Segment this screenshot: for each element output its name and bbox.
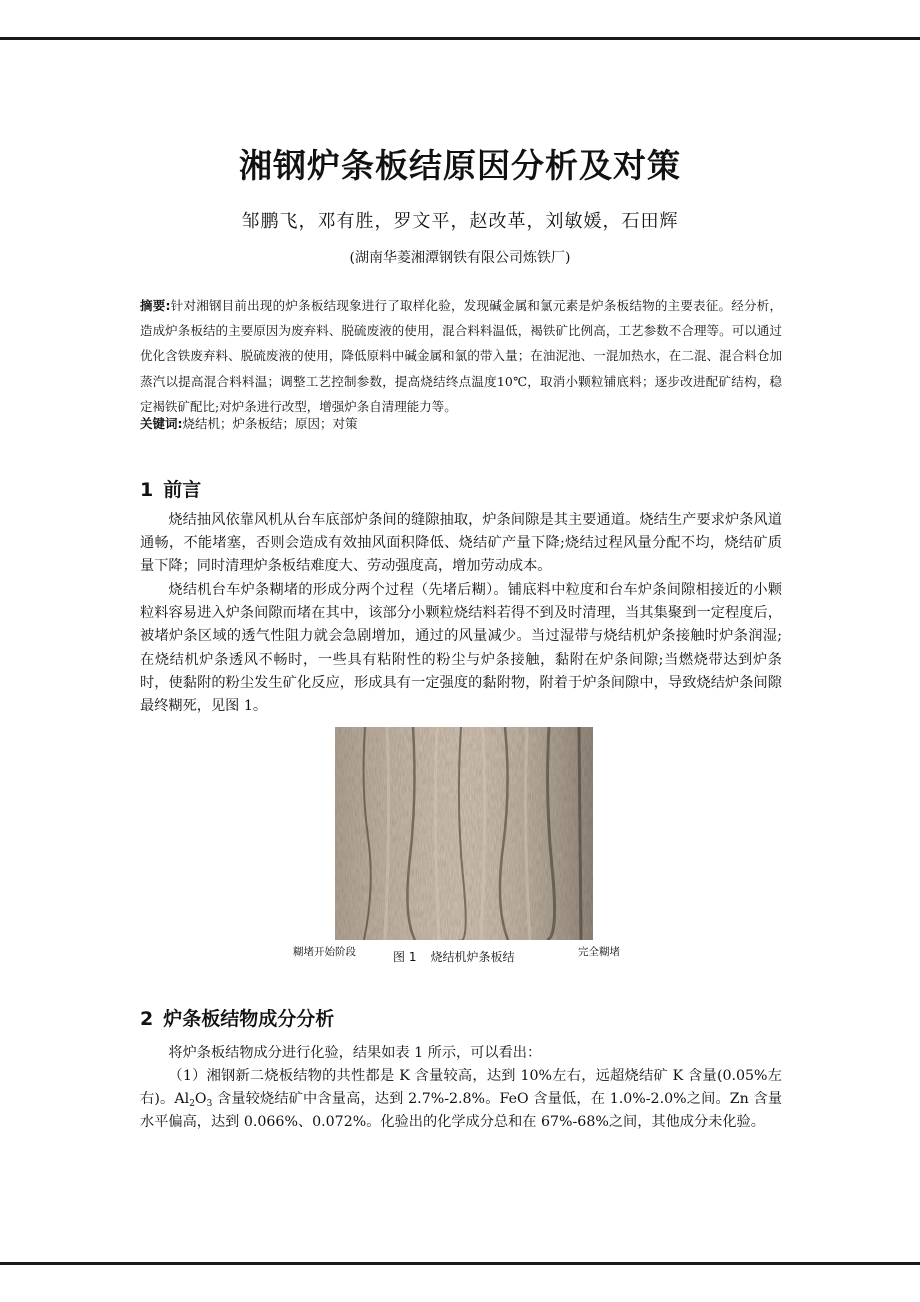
figure-label-right: 完全糊堵	[578, 946, 620, 958]
affiliation: (湖南华菱湘潭钢铁有限公司炼铁厂)	[349, 250, 571, 266]
top-rule	[0, 37, 920, 40]
abstract	[140, 293, 782, 419]
section-heading-1	[140, 475, 201, 502]
abstract-text: 针对湘钢目前出现的炉条板结现象进行了取样化验，发现碱金属和氯元素是炉条板结物的主要表征。经分析，造成炉条板结的主要原因为废弃料、脱硫废液的使用，混合料料温低，褐铁矿比例高，工艺参数不合理等。可以通过优化含铁废弃料、脱硫废液的使用，降低原料中碱金属和氯的带入量；在油泥池、一混加热水，在二混、混合料仓加蒸汽以提高混合料料温；调整工艺控制参数，提高烧结终点温度10℃，取消小颗粒铺底料；逐步改进配矿结构，稳定褐铁矿配比;对炉条进行改型，增强炉条自清理能力等。	[140, 298, 782, 414]
subscript: 3	[206, 1099, 213, 1110]
paper-title: 湘钢炉条板结原因分析及对策	[239, 146, 681, 185]
figure-1	[335, 727, 593, 940]
section-number: 2	[140, 1008, 154, 1030]
bottom-rule	[0, 1262, 920, 1265]
section-number: 1	[140, 479, 154, 501]
paragraph: 烧结抽风依靠风机从台车底部炉条间的缝隙抽取，炉条间隙是其主要通道。烧结生产要求炉条风道通畅，不能堵塞，否则会造成有效抽风面积降低、烧结矿产量下降;烧结过程风量分配不均，烧结矿质量下降；同时清理炉条板结难度大、劳动强度高，增加劳动成本。	[140, 512, 782, 575]
figure-label-left: 糊堵开始阶段	[293, 946, 356, 958]
paragraph: 烧结机台车炉条糊堵的形成分两个过程（先堵后糊）。铺底料中粒度和台车炉条间隙相接近的小颗粒料容易进入炉条间隙而堵在其中，该部分小颗粒烧结料若得不到及时清理，当其集聚到一定程度后，被堵炉条区域的透气性阻力就会急剧增加，通过的风量减少。当过湿带与烧结机炉条接触时炉条润湿;在烧结机炉条透风不畅时，一些具有粘附性的粉尘与炉条接触，黏附在炉条间隙;当燃烧带达到炉条时，使黏附的粉尘发生矿化反应，形成具有一定强度的黏附物，附着于炉条间隙中，导致烧结炉条间隙最终糊死，见图 1。	[140, 582, 782, 715]
figure-caption-number: 图 1	[393, 950, 417, 964]
section-heading-2	[140, 1004, 334, 1031]
paragraph-text: （1）湘钢新二烧板结物的共性都是 K 含量较高，达到 10%左右，远超烧结矿 K 含量(0.05%左右)。Al	[140, 1068, 782, 1108]
keywords	[140, 414, 782, 434]
paragraph: 将炉条板结物成分进行化验，结果如表 1 所示，可以看出：	[168, 1045, 542, 1061]
paragraph	[140, 1065, 782, 1135]
figure-caption	[393, 948, 514, 965]
subscript: 2	[189, 1099, 195, 1110]
figure-caption-text: 烧结机炉条板结	[430, 950, 515, 964]
paragraph-text: O	[194, 1091, 207, 1108]
section-title: 炉条板结物成分分析	[163, 1008, 335, 1030]
sinter-grate-photo	[335, 727, 593, 940]
keywords-text: 烧结机；炉条板结；原因；对策	[182, 416, 358, 431]
keywords-label: 关键词:	[140, 416, 183, 431]
abstract-label: 摘要:	[140, 298, 171, 313]
section-title: 前言	[163, 479, 202, 501]
author-list: 邹鹏飞，邓有胜，罗文平，赵改革，刘敏媛，石田辉	[241, 211, 679, 232]
paragraph-text: 含量较烧结矿中含量高，达到 2.7%-2.8%。FeO 含量低，在 1.0%-2.0%之间。Zn 含量水平偏高，达到 0.066%、0.072%。化验出的化学成分总和在 67%-68%之间，其他成分未化验。	[140, 1091, 783, 1131]
